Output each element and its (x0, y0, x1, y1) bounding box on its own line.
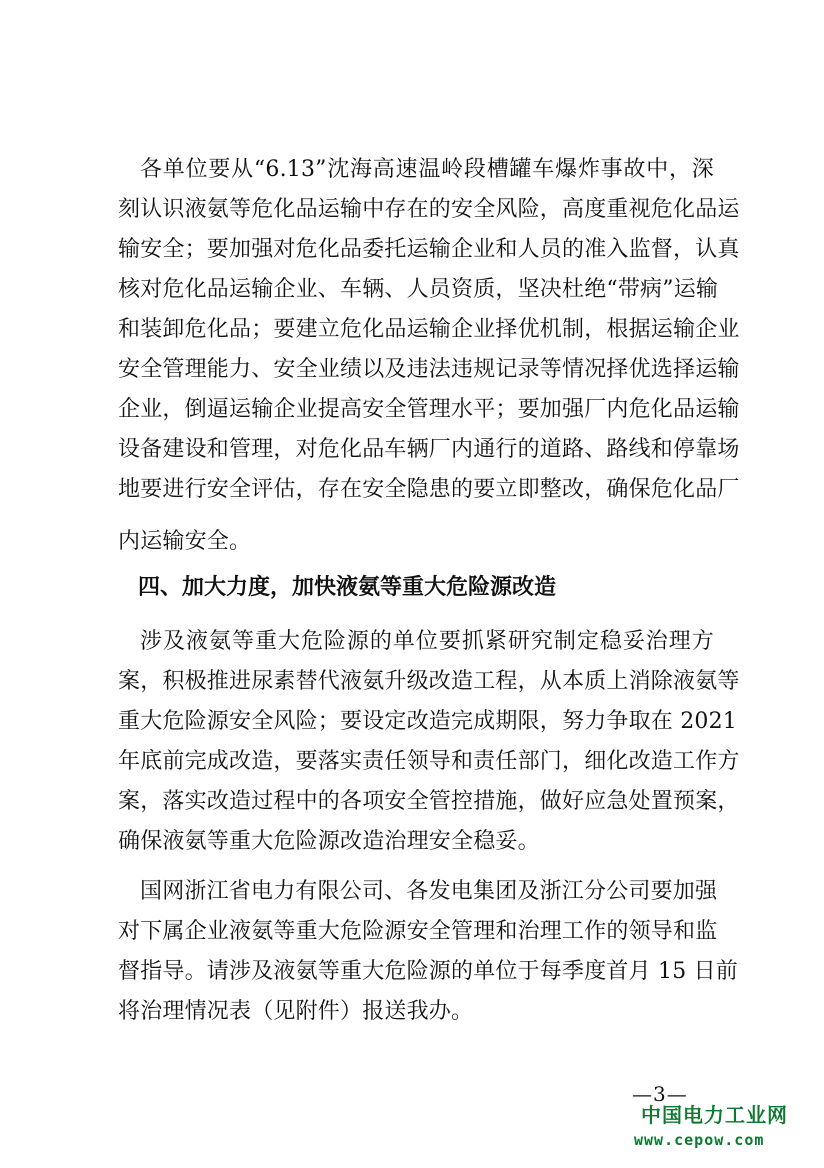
paragraph-line: 内运输安全。 (118, 529, 252, 554)
paragraph-line: 国网浙江省电力有限公司、各发电集团及浙江分公司要加强 (140, 879, 718, 904)
section-heading: 四、加大力度，加快液氨等重大危险源改造 (138, 575, 557, 600)
paragraph-line: 刻认识液氨等危化品运输中存在的安全风险，高度重视危化品运 (118, 197, 740, 222)
watermark-site-name: 中国电力工业网 (641, 1103, 788, 1127)
page-number: —3— (632, 1082, 688, 1106)
paragraph-line: 年底前完成改造，要落实责任领导和责任部门，细化改造工作方 (118, 749, 740, 774)
paragraph-line: 涉及液氨等重大危险源的单位要抓紧研究制定稳妥治理方 (140, 629, 714, 654)
paragraph-line: 案，积极推进尿素替代液氨升级改造工程，从本质上消除液氨等 (118, 669, 740, 694)
paragraph-line: 设备建设和管理，对危化品车辆厂内通行的道路、路线和停靠场 (118, 437, 740, 462)
watermark-url: www.cepow.com (634, 1131, 765, 1149)
paragraph-line: 重大危险源安全风险；要设定改造完成期限，努力争取在 2021 (118, 709, 737, 734)
paragraph-line: 安全管理能力、安全业绩以及违法违规记录等情况择优选择运输 (118, 357, 740, 382)
paragraph-line: 将治理情况表（见附件）报送我办。 (118, 999, 474, 1024)
paragraph-line: 各单位要从“6.13”沈海高速温岭段槽罐车爆炸事故中，深 (140, 157, 714, 182)
paragraph-line: 企业，倒逼运输企业提高安全管理水平；要加强厂内危化品运输 (118, 397, 740, 422)
paragraph-line: 核对危化品运输企业、车辆、人员资质，坚决杜绝“带病”运输 (118, 277, 719, 302)
paragraph-line: 督指导。请涉及液氨等重大危险源的单位于每季度首月 15 日前 (118, 959, 738, 984)
paragraph-line: 和装卸危化品；要建立危化品运输企业择优机制，根据运输企业 (118, 317, 740, 342)
paragraph-line: 案，落实改造过程中的各项安全管控措施，做好应急处置预案， (118, 789, 740, 814)
paragraph-line: 对下属企业液氨等重大危险源安全管理和治理工作的领导和监 (118, 919, 718, 944)
paragraph-line: 输安全；要加强对危化品委托运输企业和人员的准入监督，认真 (118, 237, 740, 262)
paragraph-line: 确保液氨等重大危险源改造治理安全稳妥。 (118, 829, 540, 854)
paragraph-line: 地要进行安全评估，存在安全隐患的要立即整改，确保危化品厂 (118, 477, 740, 502)
